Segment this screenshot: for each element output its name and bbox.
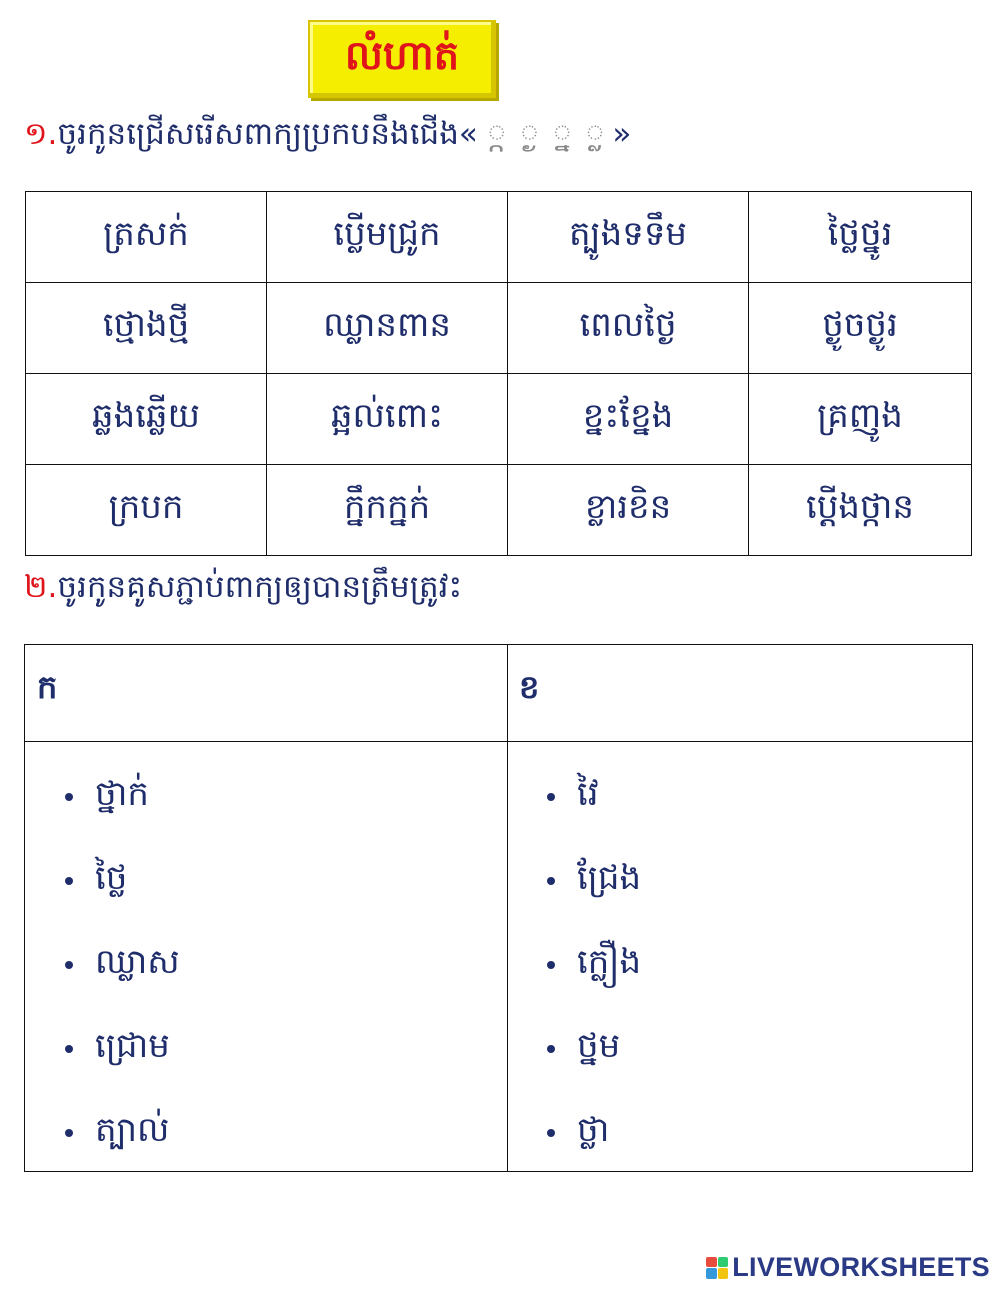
bullet-icon — [547, 1129, 555, 1137]
bullet-icon — [547, 961, 555, 969]
grid-cell[interactable]: ថ្ងូចថ្ងូរ — [749, 283, 972, 374]
page-title: លំហាត់ — [344, 32, 460, 79]
grid-cell[interactable]: គ្រញូង — [749, 374, 972, 465]
column-b-word: វៃ — [577, 774, 599, 814]
column-a-header: ក — [37, 668, 58, 706]
title-banner — [308, 20, 496, 98]
column-a-item[interactable] — [65, 1091, 180, 1175]
bullet-icon — [547, 877, 555, 885]
column-a-word: ត្បាល់ — [95, 1110, 170, 1150]
liveworksheets-logo-icon — [706, 1257, 728, 1279]
exercise-1-instruction: ចូរកូនជ្រើសរើសពាក្យប្រកបនឹងជើង« — [57, 116, 478, 152]
grid-cell[interactable]: ប្តើងថ្កាន — [749, 465, 972, 556]
grid-cell[interactable]: ថ្លៃថ្នូរ — [749, 192, 972, 283]
column-b-item[interactable] — [547, 1007, 641, 1091]
column-a-word: ថ្លៃ — [95, 858, 128, 898]
grid-cell[interactable]: ឆ្លងឆ្លើយ — [26, 374, 267, 465]
matching-header-row — [25, 645, 972, 742]
bullet-icon — [547, 793, 555, 801]
column-b-item[interactable] — [547, 1091, 641, 1175]
column-a-list — [65, 755, 180, 1175]
grid-cell[interactable]: ក្នឹកក្នក់ — [267, 465, 508, 556]
column-b-word: ថ្នម — [577, 1026, 621, 1066]
exercise-2-heading — [24, 568, 462, 613]
grid-row — [26, 374, 972, 465]
column-b-word: ជ្រែង — [577, 858, 642, 898]
grid-cell[interactable]: ខ្នះខ្នែង — [508, 374, 749, 465]
column-a-word: ជ្រោម — [95, 1026, 170, 1066]
grid-cell[interactable]: ប្លើមជ្រូក — [267, 192, 508, 283]
column-b-header: ខ — [519, 668, 540, 706]
grid-cell[interactable]: ត្រសក់ — [26, 192, 267, 283]
matching-table — [24, 644, 973, 1172]
exercise-1-feet: ្ក ្ង ្ន ្ល — [487, 116, 609, 152]
column-a-item[interactable] — [65, 923, 180, 1007]
exercise-1-heading — [24, 115, 631, 160]
exercise-1-close-quote: » — [612, 116, 632, 152]
grid-row — [26, 283, 972, 374]
bullet-icon — [65, 793, 73, 801]
grid-cell[interactable]: ត្បូងទទឹម — [508, 192, 749, 283]
bullet-icon — [547, 1045, 555, 1053]
column-a-item[interactable] — [65, 755, 180, 839]
bullet-icon — [65, 1045, 73, 1053]
column-b-list — [547, 755, 641, 1175]
grid-cell[interactable]: ពេលថ្ងៃ — [508, 283, 749, 374]
bullet-icon — [65, 877, 73, 885]
grid-cell[interactable]: ថ្មោងថ្មី — [26, 283, 267, 374]
grid-cell[interactable]: ឈ្លានពាន — [267, 283, 508, 374]
column-a-word: ថ្នាក់ — [95, 774, 149, 814]
column-b-item[interactable] — [547, 839, 641, 923]
grid-cell[interactable]: ឆ្អល់ពោះ — [267, 374, 508, 465]
grid-cell[interactable]: ក្របក — [26, 465, 267, 556]
exercise-2-number: ២. — [24, 569, 58, 605]
word-grid — [25, 191, 972, 556]
grid-row — [26, 192, 972, 283]
exercise-2-instruction: ចូរកូនគូសភ្ជាប់ពាក្យឲ្យបានត្រឹមត្រូវះ — [57, 569, 463, 605]
column-b-word: ថ្លា — [577, 1110, 610, 1150]
brand-text: LIVEWORKSHEETS — [732, 1252, 990, 1282]
bullet-icon — [65, 1129, 73, 1137]
grid-cell[interactable]: ខ្លារខិន — [508, 465, 749, 556]
exercise-1-number: ១. — [24, 116, 58, 152]
column-b-item[interactable] — [547, 923, 641, 1007]
column-b-item[interactable] — [547, 755, 641, 839]
column-b-word: ក្លឿង — [577, 942, 642, 982]
liveworksheets-brand[interactable] — [706, 1252, 990, 1283]
column-a-item[interactable] — [65, 1007, 180, 1091]
column-a-item[interactable] — [65, 839, 180, 923]
bullet-icon — [65, 961, 73, 969]
column-a-word: ឈ្លាស — [95, 942, 180, 982]
column-divider — [507, 645, 508, 1171]
grid-row — [26, 465, 972, 556]
